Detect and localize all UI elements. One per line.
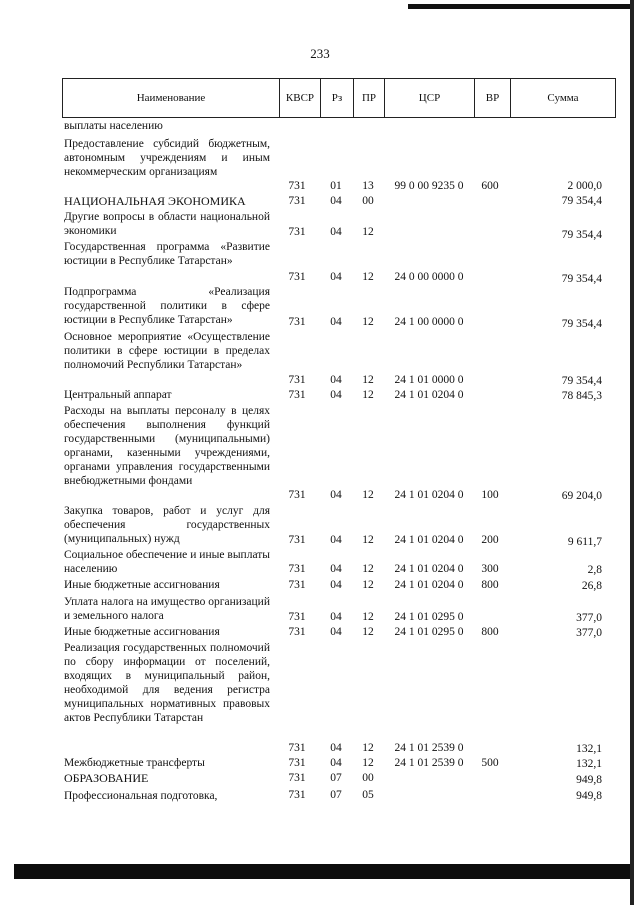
row-kvsr: 731 xyxy=(288,534,306,546)
row-name: НАЦИОНАЛЬНАЯ ЭКОНОМИКА xyxy=(64,194,246,208)
row-csr: 24 1 01 0204 0 xyxy=(394,579,464,591)
row-pr: 12 xyxy=(362,579,374,591)
row-rz: 04 xyxy=(330,579,342,591)
row-rz: 01 xyxy=(330,180,342,192)
row-name: Подпрограмма «Реализация государственной политики в сфере юстиции в Республике Татарстан» xyxy=(64,286,270,326)
row-kvsr: 731 xyxy=(288,742,306,754)
row-sum: 377,0 xyxy=(576,627,602,639)
row-csr: 99 0 00 9235 0 xyxy=(394,180,464,192)
row-name: Иные бюджетные ассигнования xyxy=(64,579,220,591)
row-rz: 04 xyxy=(330,389,342,401)
row-name: Основное мероприятие «Осуществление политики в сфере юстиции в пределах полномочий Республики Татарстан» xyxy=(64,331,270,371)
row-sum: 132,1 xyxy=(576,758,602,770)
row-csr: 24 1 01 0204 0 xyxy=(394,563,464,575)
row-pr: 12 xyxy=(362,489,374,501)
row-csr: 24 1 00 0000 0 xyxy=(394,316,464,328)
scan-edge-right xyxy=(630,0,634,905)
row-name: Межбюджетные трансферты xyxy=(64,757,205,769)
row-name: Иные бюджетные ассигнования xyxy=(64,626,220,638)
row-kvsr: 731 xyxy=(288,579,306,591)
row-kvsr: 731 xyxy=(288,563,306,575)
row-csr: 24 1 01 0204 0 xyxy=(394,389,464,401)
row-kvsr: 731 xyxy=(288,389,306,401)
row-vr: 600 xyxy=(481,180,499,192)
row-name: ОБРАЗОВАНИЕ xyxy=(64,771,149,785)
row-pr: 12 xyxy=(362,316,374,328)
row-rz: 04 xyxy=(330,742,342,754)
row-kvsr: 731 xyxy=(288,789,306,801)
row-name: Уплата налога на имущество организаций и земельного налога xyxy=(64,596,270,622)
row-kvsr: 731 xyxy=(288,195,306,207)
row-csr: 24 1 01 0295 0 xyxy=(394,611,464,623)
row-kvsr: 731 xyxy=(288,772,306,784)
row-vr: 800 xyxy=(481,626,499,638)
scan-edge-top xyxy=(408,4,634,9)
row-vr: 800 xyxy=(481,579,499,591)
row-kvsr: 731 xyxy=(288,316,306,328)
row-pr: 12 xyxy=(362,742,374,754)
row-rz: 04 xyxy=(330,563,342,575)
row-rz: 04 xyxy=(330,626,342,638)
row-sum: 79 354,4 xyxy=(561,375,602,387)
row-pr: 12 xyxy=(362,534,374,546)
row-kvsr: 731 xyxy=(288,271,306,283)
row-csr: 24 1 01 0295 0 xyxy=(394,626,464,638)
row-pr: 12 xyxy=(362,271,374,283)
row-rz: 04 xyxy=(330,226,342,238)
row-kvsr: 731 xyxy=(288,226,306,238)
row-vr: 300 xyxy=(481,563,499,575)
row-rz: 07 xyxy=(330,789,342,801)
row-kvsr: 731 xyxy=(288,374,306,386)
row-sum: 69 204,0 xyxy=(561,490,602,502)
row-csr: 24 1 01 0204 0 xyxy=(394,534,464,546)
row-name: Центральный аппарат xyxy=(64,389,172,401)
row-rz: 04 xyxy=(330,489,342,501)
row-name: Другие вопросы в области национальной экономики xyxy=(64,211,270,237)
header-rz: Рз xyxy=(320,78,353,118)
row-sum: 9 611,7 xyxy=(567,536,602,548)
row-csr: 24 0 00 0000 0 xyxy=(394,271,464,283)
row-vr: 500 xyxy=(481,757,499,769)
row-pr: 12 xyxy=(362,611,374,623)
row-sum: 2 000,0 xyxy=(567,180,602,192)
row-csr: 24 1 01 0204 0 xyxy=(394,489,464,501)
row-rz: 04 xyxy=(330,316,342,328)
row-kvsr: 731 xyxy=(288,489,306,501)
row-sum: 79 354,4 xyxy=(561,229,602,241)
row-sum: 79 354,4 xyxy=(561,195,602,207)
row-name: Предоставление субсидий бюджетным, автономным учреждениям и иным некоммерческим организациям xyxy=(64,138,270,178)
header-sum: Сумма xyxy=(510,78,616,118)
row-name: Социальное обеспечение и иные выплаты населению xyxy=(64,549,270,575)
row-pr: 05 xyxy=(362,789,374,801)
row-sum: 949,8 xyxy=(576,774,602,786)
row-name: выплаты населению xyxy=(64,120,163,132)
row-sum: 79 354,4 xyxy=(561,273,602,285)
header-kvsr: КВСР xyxy=(279,78,320,118)
row-sum: 377,0 xyxy=(576,612,602,624)
row-sum: 2,8 xyxy=(587,564,602,576)
row-pr: 00 xyxy=(362,772,374,784)
row-vr: 100 xyxy=(481,489,499,501)
row-name: Государственная программа «Развитие юстиции в Республике Татарстан» xyxy=(64,241,270,267)
header-name: Наименование xyxy=(62,78,279,118)
row-pr: 12 xyxy=(362,374,374,386)
row-pr: 13 xyxy=(362,180,374,192)
row-rz: 04 xyxy=(330,195,342,207)
row-csr: 24 1 01 0000 0 xyxy=(394,374,464,386)
row-pr: 12 xyxy=(362,226,374,238)
row-name: Профессиональная подготовка, xyxy=(64,790,218,802)
scan-edge-bottom xyxy=(14,864,630,879)
row-name: Расходы на выплаты персоналу в целях обеспечения выполнения функций государственными (муниципальными) органами, казенными учреждениями, органами управления государственными внебюджетными фондами xyxy=(64,405,270,487)
row-csr: 24 1 01 2539 0 xyxy=(394,757,464,769)
row-rz: 07 xyxy=(330,772,342,784)
row-sum: 26,8 xyxy=(581,580,602,592)
row-pr: 12 xyxy=(362,757,374,769)
row-vr: 200 xyxy=(481,534,499,546)
row-kvsr: 731 xyxy=(288,611,306,623)
row-rz: 04 xyxy=(330,757,342,769)
row-csr: 24 1 01 2539 0 xyxy=(394,742,464,754)
row-rz: 04 xyxy=(330,374,342,386)
row-rz: 04 xyxy=(330,534,342,546)
row-pr: 12 xyxy=(362,389,374,401)
row-pr: 12 xyxy=(362,563,374,575)
row-kvsr: 731 xyxy=(288,626,306,638)
row-pr: 00 xyxy=(362,195,374,207)
row-sum: 949,8 xyxy=(576,790,602,802)
row-name: Реализация государственных полномочий по сбору информации от поселений, входящих в муниципальный район, необходимой для ведения регистра муниципальных нормативных правовых актов Республики Татарстан xyxy=(64,642,270,724)
row-sum: 132,1 xyxy=(576,743,602,755)
row-sum: 78 845,3 xyxy=(561,390,602,402)
row-name: Закупка товаров, работ и услуг для обеспечения государственных (муниципальных) нужд xyxy=(64,505,270,545)
header-csr: ЦСР xyxy=(384,78,474,118)
row-rz: 04 xyxy=(330,271,342,283)
header-pr: ПР xyxy=(353,78,384,118)
row-kvsr: 731 xyxy=(288,757,306,769)
page-number: 233 xyxy=(310,46,330,61)
row-rz: 04 xyxy=(330,611,342,623)
row-sum: 79 354,4 xyxy=(561,318,602,330)
row-kvsr: 731 xyxy=(288,180,306,192)
row-pr: 12 xyxy=(362,626,374,638)
header-vr: ВР xyxy=(474,78,510,118)
